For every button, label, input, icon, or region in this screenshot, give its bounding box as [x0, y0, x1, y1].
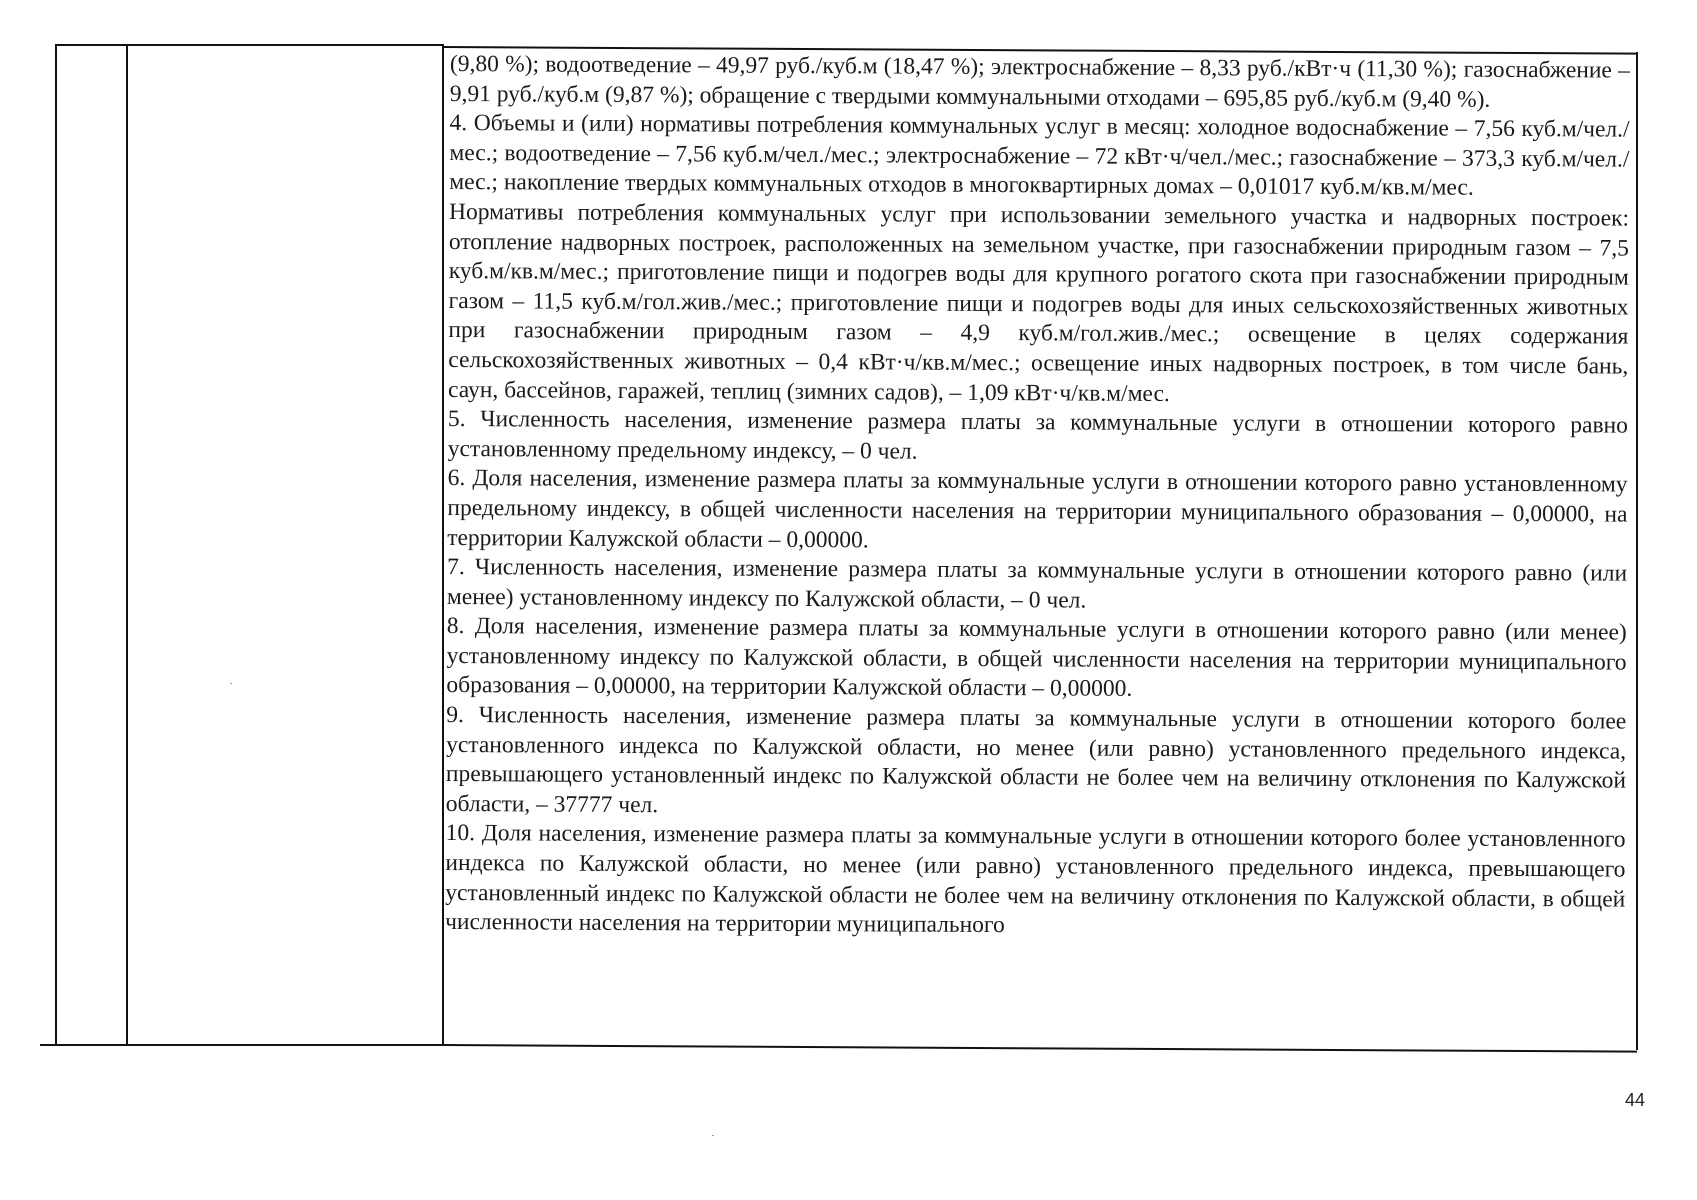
- paragraph-item-9: 9. Численность населения, изменение размера платы за коммунальные услуги в отношении которого более установленного индекса по Калужской области, но менее (или равно) установленного предельного индекса, превышающего установленный индекс по Калужской области не более чем на величину отклонения по Калужской области, – 37777 чел.: [445, 702, 1627, 819]
- page-number: 44: [1625, 1090, 1646, 1110]
- table-column-divider-2: [442, 44, 444, 1044]
- table-text-cell: [445, 50, 1630, 944]
- table-bottom-border-left: [40, 1044, 442, 1046]
- paragraph-tariffs-continued: (9,80 %); водоотведение – 49,97 руб./куб.м (18,47 %); электроснабжение – 8,33 руб./кВт·ч (11,30 %); газоснабжение – 9,91 руб./куб.м (9,87 %); обращение с твердыми коммунальными отходами – 695,85 руб./куб.м (9,40 %).: [449, 50, 1630, 113]
- scan-speck: [230, 683, 232, 684]
- table-left-border: [55, 44, 57, 1044]
- paragraph-item-8: 8. Доля населения, изменение размера платы за коммунальные услуги в отношении которого равно (или менее) установленному индексу по Калужской области, в общей численности населения на территории муниципального образования – 0,00000, на территории Калужской области – 0,00000.: [446, 613, 1627, 703]
- table-right-border: [1636, 52, 1638, 1050]
- table-column-divider-1: [126, 44, 128, 1044]
- paragraph-item-5: 5. Численность населения, изменение размера платы за коммунальные услуги в отношении которого равно установленному предельному индексу, – 0 чел.: [447, 406, 1628, 465]
- paragraph-item-10: 10. Доля населения, изменение размера платы за коммунальные услуги в отношении которого более установленного индекса по Калужской области, но менее (или равно) установленного предельного индекса, превышающего установленный индекс по Калужской области не более чем на величину отклонения по Калужской области, в общей численности населения на территории муниципального: [445, 820, 1626, 939]
- paragraph-item-7: 7. Численность населения, изменение размера платы за коммунальные услуги в отношении которого равно (или менее) установленному индексу по Калужской области, – 0 чел.: [446, 554, 1628, 614]
- table-bottom-border-right: [442, 1044, 1637, 1053]
- table-top-border: [55, 44, 442, 46]
- paragraph-item-4: 4. Объемы и (или) нормативы потребления коммунальных услуг в месяц: холодное водоснабжение – 7,56 куб.м/чел./мес.; водоотведение – 7,56 куб.м/чел./мес.; электроснабжение – 72 кВт·ч/чел./мес.; газоснабжение – 373,3 куб.м/чел./мес.; накопление твердых коммунальных отходов в многоквартирных домах – 0,01017 куб.м/кв.м/мес.: [449, 110, 1630, 202]
- paragraph-consumption-norms: Нормативы потребления коммунальных услуг при использовании земельного участка и надворных построек: отопление надворных построек, расположенных на земельном участке, при газоснабжении природным газом – 7,5 куб.м/кв.м/мес.; приготовление пищи и подогрев воды для крупного рогатого скота при газоснабжении природным газом – 11,5 куб.м/гол.жив./мес.; приготовление пищи и подогрев воды для иных сельскохозяйственных животных при газоснабжении природным газом – 4,9 куб.м/гол.жив./мес.; освещение в целях содержания сельскохозяйственных животных – 0,4 кВт·ч/кв.м/мес.; освещение иных надворных построек, в том числе бань, саун, бассейнов, гаражей, теплиц (зимних садов), – 1,09 кВт·ч/кв.м/мес.: [448, 198, 1630, 407]
- scan-speck: [712, 1135, 714, 1136]
- paragraph-item-6: 6. Доля населения, изменение размера платы за коммунальные услуги в отношении которого равно установленному предельному индексу, в общей численности населения на территории муниципального образования – 0,00000, на территории Калужской области – 0,00000.: [447, 465, 1628, 553]
